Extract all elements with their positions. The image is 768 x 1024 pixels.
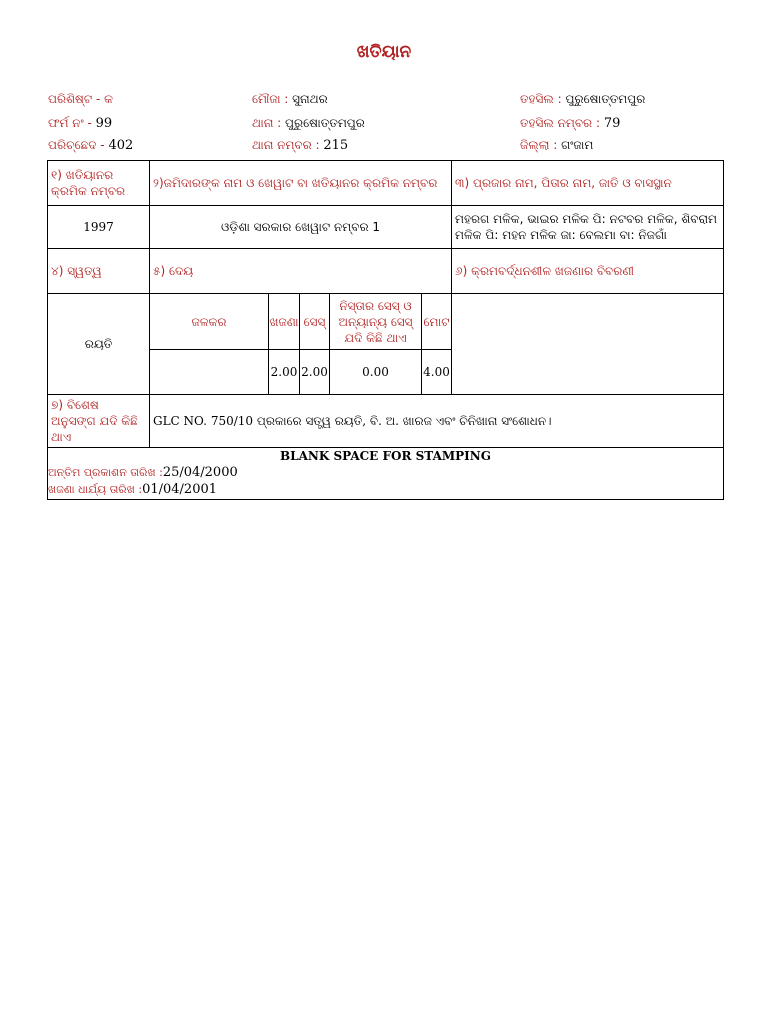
stamping-title: BLANK SPACE FOR STAMPING [280,449,492,463]
header-tenant: ୩) ପ୍ରଜାର ନାମ, ପିତାର ନାମ, ଜାତି ଓ ବାସସ୍ଥାନ [452,161,724,206]
tenant-value: ମହରଗ ମଳିକ, ଭାଇର ମଳିକ ପି: ନଟବର ମଳିକ, ଶିବରାମ ମଳିକ ପି: ମହନ ମଳିକ ଜା: ବେଲମା ବା: ନିଜଗାଁ [452,206,724,249]
header-right: ୪) ସ୍ୱତ୍ୱ [48,249,150,294]
landlord-value: ଓଡ଼ିଶା ସରକାର ଖେୱାଟ ନମ୍ବର 1 [150,206,452,249]
tahasil-number: ତହସିଲ ନମ୍ବର : 79 [520,116,621,131]
jalakar-value [150,350,269,395]
nistar-ses-value: 0.00 [330,350,422,395]
header-progressive-rent: ୬) କ୍ରମବର୍ଦ୍ଧନଶୀଳ ଖଜଣାର ବିବରଣୀ [452,249,724,294]
header-dues: ୫) ଦେୟ [150,249,452,294]
remarks-value: GLC NO. 750/10 ପ୍ରକାରେ ସତ୍ତ୍ୱ ରୟତି, ବି. ଅ. ଖାରଜ ଏବଂ ଚିନିଖାନା ସଂଶୋଧନ। [150,395,724,448]
form-number: ଫର୍ମ ନଂ - 99 [48,116,113,131]
header-special-remarks: ୭) ବିଶେଷ ଅନୁସଙ୍ଗ ଯଦି କିଛି ଥାଏ [48,395,150,448]
col-jalakar: ଜଳକର [150,294,269,350]
col-ses: ସେସ୍ [300,294,330,350]
thana: ଥାନା : ପୁରୁଷୋତ୍ତମପୁର [252,116,365,130]
appendix-label: ପରିଶିଷ୍ଟ - କ [48,92,113,106]
mouza: ମୌଜା : ସୁନାଥର [252,92,328,106]
tahasil: ତହସିଲ : ପୁରୁଷୋତ୍ତମପୁର [520,92,646,106]
right-type-value: ରୟତି [48,294,150,395]
stamping-area [48,448,724,500]
rent-fixation-date: ଖଜଣା ଧାର୍ଯ୍ୟ ତାରିଖ :01/04/2001 [48,482,218,497]
final-publication-date: ଅନ୍ତିମ ପ୍ରକାଶନ ତାରିଖ :25/04/2000 [48,465,238,480]
col-khajana: ଖଜଣା [269,294,300,350]
chapter-number: ପରିଚ୍ଛେଦ - 402 [48,138,134,153]
document-title: ଖତିୟାନ [356,42,412,62]
khajana-value: 2.00 [269,350,300,395]
ses-value: 2.00 [300,350,330,395]
mot-value: 4.00 [422,350,452,395]
khatiyan-number: 1997 [48,206,150,249]
header-khatiyan-serial: ୧) ଖତିୟାନର କ୍ରମିକ ନମ୍ବର [48,161,150,206]
district: ଜିଲ୍ଲା : ଗଂଜାମ [520,138,594,152]
header-landlord: ୨)ଜମିଦାରଙ୍କ ନାମ ଓ ଖେୱାଟ ବା ଖତିୟାନର କ୍ରମିକ ନମ୍ବର [150,161,452,206]
col-mot: ମୋଟ [422,294,452,350]
progressive-rent-value [452,294,724,395]
col-nistar-ses: ନିସ୍ତାର ସେସ୍ ଓ ଅନ୍ୟାନ୍ୟ ସେସ୍ ଯଦି କିଛି ଥାଏ [330,294,422,350]
khatiyan-table [47,160,724,500]
thana-number: ଥାନା ନମ୍ବର : 215 [252,138,349,153]
